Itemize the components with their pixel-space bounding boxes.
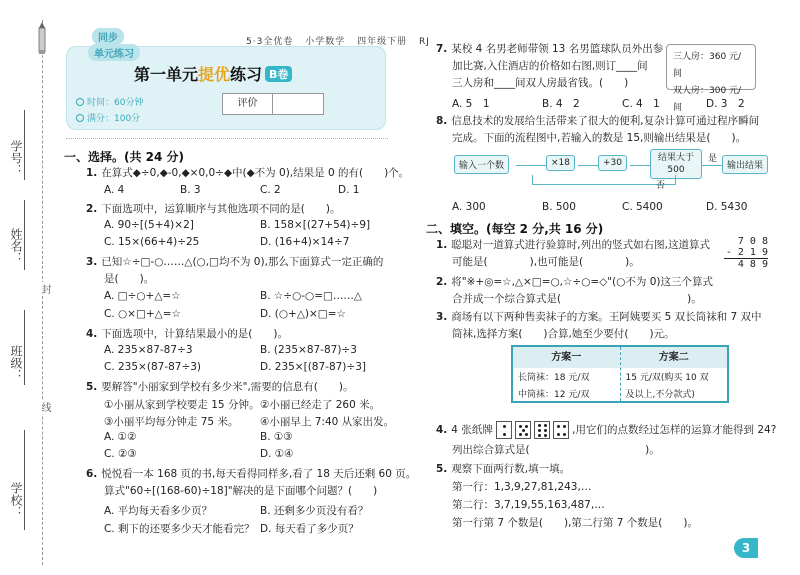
fill-5-line-1: 观察下面两行数,填一填。 bbox=[451, 463, 571, 475]
section-1-title: 一、选择。(共 24 分) bbox=[64, 150, 185, 164]
flow-multiply: ×18 bbox=[546, 155, 575, 171]
q8-option-d[interactable]: D. 5430 bbox=[706, 201, 748, 213]
q2-option-c[interactable]: C. 15×(66+4)÷25 bbox=[104, 236, 200, 248]
vertical-subtrahend: - 2 1 9 bbox=[725, 247, 768, 258]
student-id-line[interactable] bbox=[24, 110, 25, 180]
full-score bbox=[76, 111, 140, 124]
edition-name: RJ bbox=[418, 37, 430, 47]
fill-3-line-1: 商场有以下两种售卖袜子的方案。王阿姨要买 5 双长筒袜和 7 双中 bbox=[451, 311, 762, 323]
plan-1-title: 方案一 bbox=[513, 347, 620, 368]
q5-info-2: ②小丽已经走了 260 米。 bbox=[260, 399, 381, 411]
question-3: 3. 已知☆÷□-○……△(○,□均不为 0),那么下面算式一定正确的 bbox=[86, 256, 384, 268]
version-tag: B卷 bbox=[265, 66, 292, 82]
question-6-continued: 算式"60÷[(168-60)÷18]"解决的是下面哪个问题？( ) bbox=[104, 485, 378, 497]
class-label: 班级： bbox=[9, 345, 23, 381]
page-title bbox=[134, 62, 292, 85]
flow-add: +30 bbox=[598, 155, 627, 171]
question-7-line-3: 三人房和____间双人房最省钱。( ) bbox=[452, 77, 629, 89]
q1-option-c[interactable]: C. 2 bbox=[260, 184, 281, 196]
question-5: 5. 要解答"小丽家到学校有多少米",需要的信息有( )。 bbox=[86, 381, 354, 393]
q5-info-3: ③小丽平均每分钟走 75 米。 bbox=[104, 416, 239, 428]
header-divider bbox=[66, 138, 388, 144]
school-line[interactable] bbox=[24, 430, 25, 530]
student-id-label: 学号： bbox=[9, 140, 23, 176]
plan-2 bbox=[620, 347, 728, 401]
name-line[interactable] bbox=[24, 200, 25, 270]
q1-option-d[interactable]: D. 1 bbox=[338, 184, 360, 196]
q4-option-a[interactable]: A. 235×87-87÷3 bbox=[104, 344, 193, 356]
pencil-icon bbox=[36, 22, 48, 56]
vertical-result: 4 8 9 bbox=[737, 259, 768, 270]
q3-option-a[interactable]: A. □÷○+△=☆ bbox=[104, 290, 181, 302]
question-1: 1. 在算式◆÷0,◆-0,◆×0,0÷◆中(◆不为 0),结果是 0 的有( )个。 bbox=[86, 167, 410, 179]
flowchart bbox=[452, 145, 772, 191]
fill-5-question: 第一行第 7 个数是( ),第二行第 7 个数是( )。 bbox=[452, 517, 698, 529]
clock-icon bbox=[76, 98, 84, 106]
flow-arrow-1 bbox=[516, 165, 546, 166]
fill-5-row-1: 第一行：1,3,9,27,81,243,… bbox=[452, 481, 592, 493]
line-mark: 线 bbox=[39, 402, 50, 412]
flow-input: 输入一个数 bbox=[454, 155, 509, 174]
question-8: 8. 信息技术的发展给生活带来了很大的便利,复杂计算可通过程序瞬间 bbox=[436, 115, 760, 127]
question-3-text: 已知☆÷□-○……△(○,□均不为 0),那么下面算式一定正确的 bbox=[101, 256, 384, 268]
q5-option-b[interactable]: B. ①③ bbox=[260, 431, 293, 443]
school-label: 学校： bbox=[9, 482, 23, 518]
plan-2-condition: 及以上,不分款式) bbox=[625, 390, 695, 400]
title-part-1: 第一单元 bbox=[134, 65, 199, 84]
q7-option-b[interactable]: B. 4 2 bbox=[542, 98, 580, 110]
vertical-top: 7 0 8 bbox=[737, 236, 768, 247]
q6-option-a[interactable]: A. 平均每天看多少页？ bbox=[104, 505, 213, 517]
q1-option-a[interactable]: A. 4 bbox=[104, 184, 125, 196]
flow-loop-back bbox=[532, 175, 676, 185]
evaluation-label: 评价 bbox=[223, 94, 273, 114]
seal-mark: 封 bbox=[39, 284, 50, 294]
question-2-text: 下面选项中，运算顺序与其他选项不同的是( )。 bbox=[101, 203, 341, 215]
card-1-icon bbox=[496, 421, 512, 439]
unit-badge bbox=[84, 24, 154, 64]
question-5-text: 要解答"小丽家到学校有多少米",需要的信息有( )。 bbox=[101, 381, 354, 393]
question-7-line-1: 某校 4 名男老师带领 13 名男篮球队员外出参 bbox=[451, 43, 664, 55]
question-8-line-1: 信息技术的发展给生活带来了很大的便利,复杂计算可通过程序瞬间 bbox=[451, 115, 760, 127]
q6-option-c[interactable]: C. 剩下的还要多少天才能看完？ bbox=[104, 523, 255, 535]
q5-option-a[interactable]: A. ①② bbox=[104, 431, 137, 443]
grade-name: 四年级下册 bbox=[357, 37, 408, 47]
q4-option-b[interactable]: B. (235×87-87)÷3 bbox=[260, 344, 357, 356]
time-limit bbox=[76, 95, 143, 108]
q7-option-d[interactable]: D. 3 2 bbox=[706, 98, 745, 110]
flow-arrow-3 bbox=[630, 165, 650, 166]
q2-option-d[interactable]: D. (16+4)×14÷7 bbox=[260, 236, 350, 248]
title-highlight: 提优 bbox=[198, 65, 231, 84]
question-6-text: 悦悦看一本 168 页的书,每天看得同样多,看了 18 天后还剩 60 页。 bbox=[101, 468, 417, 480]
q5-option-c[interactable]: C. ②③ bbox=[104, 448, 137, 460]
card-2-icon bbox=[515, 421, 531, 439]
q3-option-c[interactable]: C. ○×□+△=☆ bbox=[104, 308, 181, 320]
question-7-line-2: 加比赛,入住酒店的价格如右图,则订____间 bbox=[452, 60, 648, 72]
plan-1 bbox=[513, 347, 620, 401]
fill-1-line-1: 聪聪对一道算式进行验算时,列出的竖式如右图,这道算式 bbox=[451, 239, 710, 251]
star-icon bbox=[76, 114, 84, 122]
class-line[interactable] bbox=[24, 310, 25, 385]
plan-1-long: 长筒袜：18 元/双 bbox=[518, 373, 590, 383]
vertical-calculation bbox=[724, 236, 768, 270]
q3-option-d[interactable]: D. (○+△)×□=☆ bbox=[260, 308, 346, 320]
question-6: 6. 悦悦看一本 168 页的书,每天看得同样多,看了 18 天后还剩 60 页。 bbox=[86, 468, 417, 480]
plan-2-price: 15 元/双(购买 10 双 bbox=[625, 373, 709, 383]
fill-1: 1. 聪聪对一道算式进行验算时,列出的竖式如右图,这道算式 bbox=[436, 239, 710, 251]
q8-option-a[interactable]: A. 300 bbox=[452, 201, 486, 213]
fill-3-line-2: 筒袜,选择方案( )合算,她至少要付( )元。 bbox=[452, 328, 675, 340]
question-1-text: 在算式◆÷0,◆-0,◆×0,0÷◆中(◆不为 0),结果是 0 的有( )个。 bbox=[101, 167, 410, 179]
card-3-icon bbox=[534, 421, 550, 439]
question-4-text: 下面选项中，计算结果最小的是( )。 bbox=[101, 328, 288, 340]
flow-output: 输出结果 bbox=[722, 155, 768, 174]
evaluation-box bbox=[222, 93, 324, 115]
badge-line-2: 单元练习 bbox=[88, 44, 140, 61]
subject-name: 小学数学 bbox=[305, 37, 346, 47]
book-info bbox=[246, 34, 438, 47]
fill-4-lead: 4 张纸牌 bbox=[451, 424, 493, 436]
fill-4-line-2: 列出综合算式是( )。 bbox=[452, 444, 660, 456]
flow-compare: 结果大于500 bbox=[650, 149, 702, 179]
q3-option-b[interactable]: B. ☆÷○-○=□……△ bbox=[260, 290, 362, 302]
plan-2-title: 方案二 bbox=[621, 347, 728, 368]
time-text: 时间：60分钟 bbox=[87, 98, 144, 108]
question-3-continued: 是( )。 bbox=[104, 273, 155, 285]
fill-5: 5. 观察下面两行数,填一填。 bbox=[436, 463, 571, 475]
flow-arrow-yes bbox=[702, 165, 722, 166]
card-4-icon bbox=[553, 421, 569, 439]
question-8-line-2: 完成。下面的流程图中,若输入的数是 15,则输出结果是( )。 bbox=[452, 132, 747, 144]
score-text: 满分：100分 bbox=[87, 114, 141, 124]
q4-option-d[interactable]: D. 235×[(87-87)÷3] bbox=[260, 361, 366, 373]
q7-option-a[interactable]: A. 5 1 bbox=[452, 98, 490, 110]
fill-2-line-2: 合并成一个综合算式是( )。 bbox=[452, 293, 702, 305]
flow-no-label: 否 bbox=[656, 181, 666, 191]
q8-option-b[interactable]: B. 500 bbox=[542, 201, 576, 213]
flow-yes-label: 是 bbox=[708, 154, 718, 164]
q1-option-b[interactable]: B. 3 bbox=[180, 184, 201, 196]
series-name: 5·3全优卷 bbox=[246, 37, 294, 47]
name-label: 姓名： bbox=[9, 228, 23, 264]
plan-1-mid: 中筒袜：12 元/双 bbox=[518, 390, 590, 400]
fill-5-row-2: 第二行：3,7,19,55,163,487,… bbox=[452, 499, 605, 511]
evaluation-field[interactable] bbox=[273, 94, 323, 114]
binding-margin bbox=[0, 0, 60, 575]
q2-option-b[interactable]: B. 158×[(27+54)÷9] bbox=[260, 219, 371, 231]
fill-2: 2. 将"※+◎=☆,△×□=○,☆÷○=◇"(○不为 0)这三个算式 bbox=[436, 276, 713, 288]
q6-option-b[interactable]: B. 还剩多少页没有看？ bbox=[260, 505, 369, 517]
triple-room-price: 三人房：360 元/间 bbox=[673, 52, 742, 79]
question-4: 4. 下面选项中，计算结果最小的是( )。 bbox=[86, 328, 288, 340]
q4-option-c[interactable]: C. 235×(87-87÷3) bbox=[104, 361, 202, 373]
question-7: 7. 某校 4 名男老师带领 13 名男篮球队员外出参 bbox=[436, 43, 664, 55]
badge-line-1: 同步 bbox=[92, 28, 124, 45]
fill-2-line-1: 将"※+◎=☆,△×□=○,☆÷○=◇"(○不为 0)这三个算式 bbox=[451, 276, 713, 288]
q8-option-c[interactable]: C. 5400 bbox=[622, 201, 663, 213]
q6-option-d[interactable]: D. 每天看了多少页？ bbox=[260, 523, 359, 535]
page-number: 3 bbox=[734, 538, 758, 558]
title-part-2: 练习 bbox=[230, 65, 263, 84]
double-room-price: 双人房：300 元/间 bbox=[673, 86, 742, 113]
q5-info-1: ①小丽从家到学校要走 15 分钟。 bbox=[104, 399, 260, 411]
fill-1-line-2: 可能是( ),也可能是( )。 bbox=[452, 256, 640, 268]
fill-4-tail: ,用它们的点数经过怎样的运算才能得到 24? bbox=[572, 424, 777, 436]
flow-arrow-2 bbox=[578, 165, 598, 166]
fill-3: 3. 商场有以下两种售卖袜子的方案。王阿姨要买 5 双长筒袜和 7 双中 bbox=[436, 311, 762, 323]
q5-option-d[interactable]: D. ①④ bbox=[260, 448, 294, 460]
q2-option-a[interactable]: A. 90÷[(5+4)×2] bbox=[104, 219, 194, 231]
sock-plans bbox=[511, 345, 729, 403]
q7-option-c[interactable]: C. 4 1 bbox=[622, 98, 660, 110]
question-2: 2. 下面选项中，运算顺序与其他选项不同的是( )。 bbox=[86, 203, 341, 215]
section-2-title: 二、填空。(每空 2 分,共 16 分) bbox=[426, 222, 604, 236]
fill-4: 4. 4 张纸牌 ,用它们的点数经过怎样的运算才能得到 24? bbox=[436, 420, 776, 440]
q5-info-4: ④小丽早上 7:40 从家出发。 bbox=[260, 416, 395, 428]
